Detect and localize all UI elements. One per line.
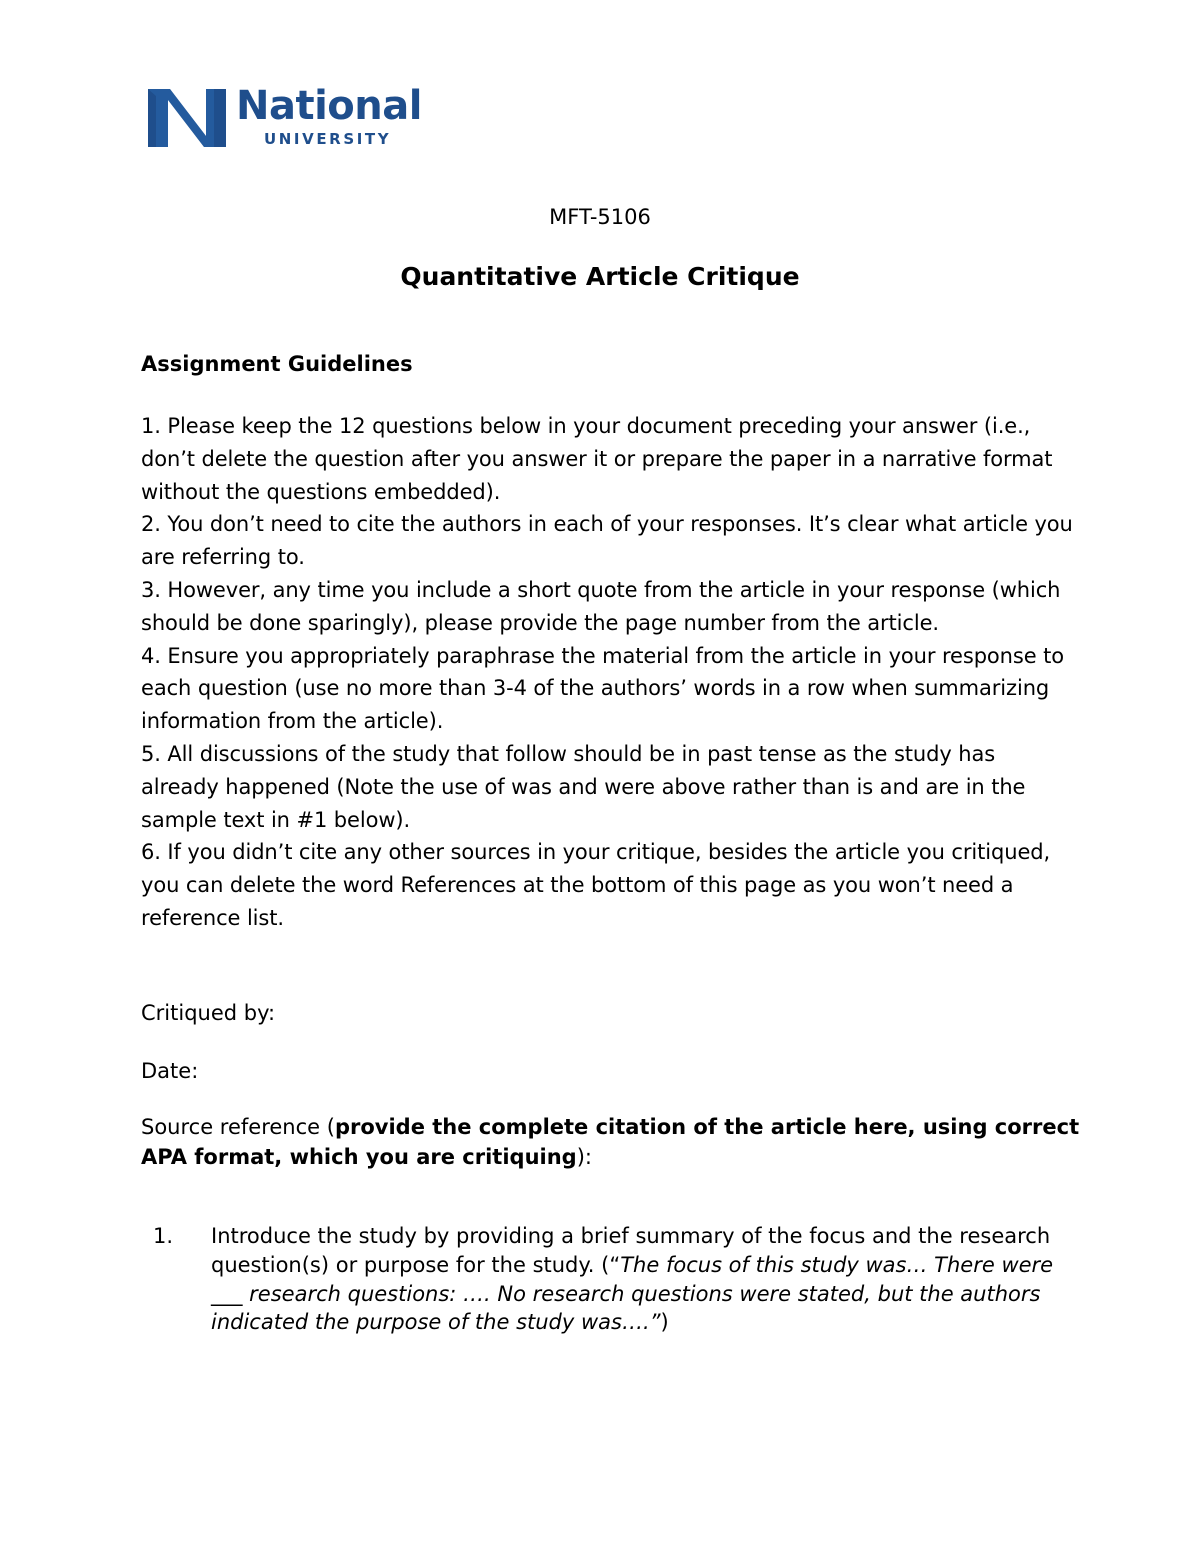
question-example: The focus of this study was… There were ___ research questions: …. No research questions were stated, but the authors indicated the purpose of the study was….” [211, 1252, 1054, 1335]
national-university-logo [148, 83, 428, 150]
logo-subtitle: UNIVERSITY [264, 130, 392, 148]
logo-wordmark: National [236, 83, 422, 129]
question-number: 1. [153, 1224, 174, 1248]
guidelines-heading: Assignment Guidelines [141, 352, 413, 376]
guideline-item: 4. Ensure you appropriately paraphrase the material from the article in your response to each question (use no more than 3-4 of the authors’ words in a row when summarizing information from the article). [141, 643, 1065, 734]
course-code: MFT-5106 [549, 205, 651, 229]
guideline-item: 3. However, any time you include a short quote from the article in your response (which should be done sparingly), please provide the page number from the article. [141, 577, 1061, 635]
critiqued-by-label: Critiqued by: [141, 1001, 276, 1025]
guidelines-list [141, 410, 1076, 935]
guideline-item: 6. If you didn’t cite any other sources in your critique, besides the article you critiqued, you can delete the word References at the bottom of this page as you won’t need a reference list. [141, 840, 1051, 930]
source-reference-suffix: ): [576, 1145, 592, 1169]
logo-mark-icon [148, 86, 228, 148]
guideline-item: 2. You don’t need to cite the authors in each of your responses. It’s clear what article you are referring to. [141, 512, 1073, 570]
question-prompt: Introduce the study by providing a brief summary of the focus and the research question(s) or purpose for the study. (“ [211, 1224, 1051, 1277]
source-reference [141, 1112, 1081, 1172]
guideline-item: 5. All discussions of the study that follow should be in past tense as the study has already happened (Note the use of was and were above rather than is and are in the sample text in #1 below). [141, 741, 1026, 832]
document-title: Quantitative Article Critique [400, 262, 800, 291]
question-suffix: ) [660, 1310, 669, 1335]
guideline-item: 1. Please keep the 12 questions below in your document preceding your answer (i.e., don’t delete the question after you answer it or prepare the paper in a narrative format without the questions embedded). [141, 414, 1053, 504]
source-reference-prefix: Source reference ( [141, 1115, 335, 1139]
question-text [211, 1222, 1081, 1337]
source-reference-instruction: provide the complete citation of the article here, using correct APA format, which you are critiquing [141, 1115, 1080, 1169]
date-label: Date: [141, 1059, 199, 1083]
